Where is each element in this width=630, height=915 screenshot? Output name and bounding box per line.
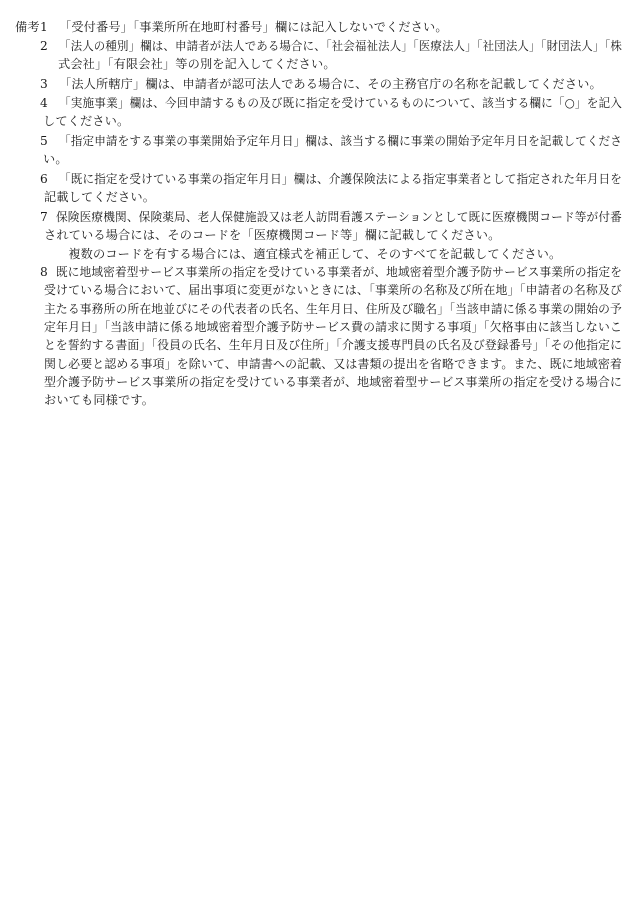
note-item-1 [15,18,625,36]
note-line: 定年月日」「当該申請に係る地域密着型介護予防サービス費の請求に関する事項」「欠格事由に該当しないこ [44,319,623,334]
note-number: 8 [40,265,48,279]
note-item-4 [40,94,625,131]
note-number: 1 [40,20,48,34]
note-line: してください。 [43,114,130,129]
note-line: 保険医療機関、保険薬局、老人保健施設又は老人訪問看護ステーションとして既に医療機関コード等が付番 [56,210,622,224]
note-line: 既に地域密着型サービス事業所の指定を受けている事業者が、地域密着型介護予防サービス事業所の指定を [56,265,623,279]
note-number: 3 [40,77,48,91]
note-number: 5 [40,134,48,148]
note-line: 型介護予防サービス事業所の指定を受けている事業者が、地域密着型サービス事業所の指定を受ける場合に [44,374,622,389]
note-line: 「法人所轄庁」欄は、申請者が認可法人である場合に、その主務官庁の名称を記載してください。 [59,77,602,91]
note-line: 「法人の種別」欄は、申請者が法人である場合に、「社会福祉法人」「医療法人」「社団法人」「財団法人」「株 [59,39,622,53]
note-item-7 [40,208,625,263]
note-line: 式会社」「有限会社」等の別を記入してください。 [58,57,336,72]
note-item-8 [40,263,625,411]
note-item-5 [40,132,625,169]
note-line: 記載してください。 [44,190,156,205]
note-line: 主たる事務所の所在地並びにその代表者の氏名、生年月日、住所及び職名」「当該申請に係る事業の開始の予 [44,301,622,316]
note-line: とを誓約する書面」「役員の氏名、生年月日及び住所」「介護支援専門員の氏名及び登録番号」「その他指定に [44,338,622,353]
note-number: 4 [40,96,48,110]
note-item-2 [40,37,625,74]
note-line: おいても同様です。 [44,393,155,408]
note-number: 2 [40,39,48,53]
note-number: 6 [40,172,48,186]
note-item-6 [40,170,625,207]
note-line: い。 [43,152,68,167]
note-line: 受けている場合において、届出事項に変更がないときには、「事業所の名称及び所在地」「申請者の名称及び [44,283,623,298]
note-line: 「受付番号」「事業所所在地町村番号」欄には記入しないでください。 [59,20,448,34]
note-line: 「既に指定を受けている事業の指定年月日」欄は、介護保険法による指定事業者として指定された年月日を [59,172,623,186]
note-line: 「実施事業」欄は、今回申請するもの及び既に指定を受けているものについて、該当する欄に「○」を記入 [59,96,623,110]
note-number: 7 [40,210,48,224]
note-line: 複数のコードを有する場合には、適宜様式を補正して、そのすべてを記載してください。 [56,246,562,261]
note-item-3 [40,75,625,93]
note-line: 「指定申請をする事業の事業開始予定年月日」欄は、該当する欄に事業の開始予定年月日を記載してくださ [59,134,623,148]
note-line: されている場合には、そのコードを「医療機関コード等」欄に記載してください。 [44,228,501,243]
notes-prefix: 備考 [15,20,40,34]
note-line: 関し必要と認める事項」を除いて、申請書への記載、又は書類の提出を省略できます。また、既に地域密着 [44,356,622,371]
